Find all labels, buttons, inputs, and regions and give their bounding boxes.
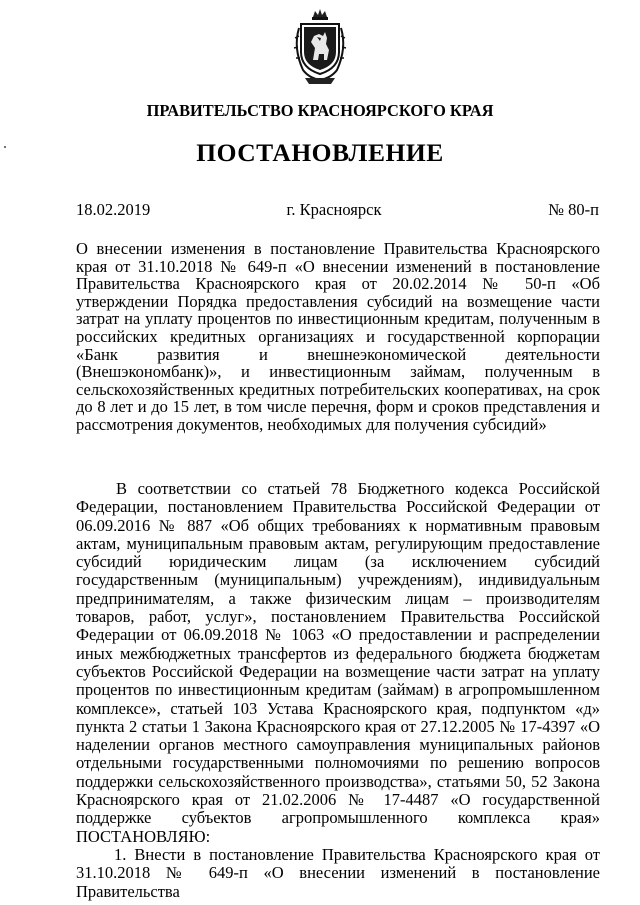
decree-city: г. Красноярск	[286, 200, 382, 219]
government-name: ПРАВИТЕЛЬСТВО КРАСНОЯРСКОГО КРАЯ	[146, 101, 494, 120]
coat-of-arms-emblem	[291, 8, 349, 86]
decree-date: 18.02.2019	[76, 200, 151, 219]
decree-body	[76, 480, 600, 901]
decree-number: № 80-п	[548, 200, 599, 219]
document-type: ПОСТАНОВЛЕНИЕ	[196, 138, 444, 167]
decree-subject: О внесении изменения в постановление Правительства Красноярского края от 31.10.2018 № 649-п «О внесении изменений в постановление Правительства Красноярского края от 20.02.2014 № 50-п «Об утверждении Порядка предоставления субсидий на возмещение части затрат на уплату процентов по инвестиционным кредитам, полученным в российских кредитных организациях и государственной корпорации «Банк развития и внешнеэкономической деятельности (Внешэкономбанк)», и инвестиционным займам, полученным в сельскохозяйственных кредитных потребительских кооперативах, на срок до 8 лет и до 15 лет, в том числе перечня, форм и сроков представления и рассмотрения документов, необходимых для получения субсидий»	[76, 239, 600, 434]
item-1-paragraph: 1. Внести в постановление Правительства Красноярского края от 31.10.2018 № 649-п «О внесении изменений в постановление Правительства	[76, 844, 600, 901]
preamble-paragraph: В соответствии со статьей 78 Бюджетного кодекса Российской Федерации, постановлением Правительства Российской Федерации от 06.09.2016 № 887 «Об общих требованиях к нормативным правовым актам, муниципальным правовым актам, регулирующим предоставление субсидий юридическим лицам (за исключением субсидий государственным (муниципальным) учреждениям), индивидуальным предпринимателям, а также физическим лицам – производителям товаров, работ, услуг», постановлением Правительства Российской Федерации от 06.09.2018 № 1063 «О предоставлении и распределении иных межбюджетных трансфертов из федерального бюджета бюджетам субъектов Российской Федерации на возмещение части затрат на уплату процентов по инвестиционным кредитам (займам) в агропромышленном комплексе», статьей 103 Устава Красноярского края, подпунктом «д» пункта 2 статьи 1 Закона Красноярского края от 27.12.2005 № 17-4397 «О наделении органов местного самоуправления муниципальных районов отдельными государственными полномочиями по решению вопросов поддержки сельскохозяйственного производства», статьями 50, 52 Закона Красноярского края от 21.02.2006 № 17-4487 «О государственной поддержке субъектов агропромышленного комплекса края» ПОСТАНОВЛЯЮ:	[76, 479, 600, 846]
